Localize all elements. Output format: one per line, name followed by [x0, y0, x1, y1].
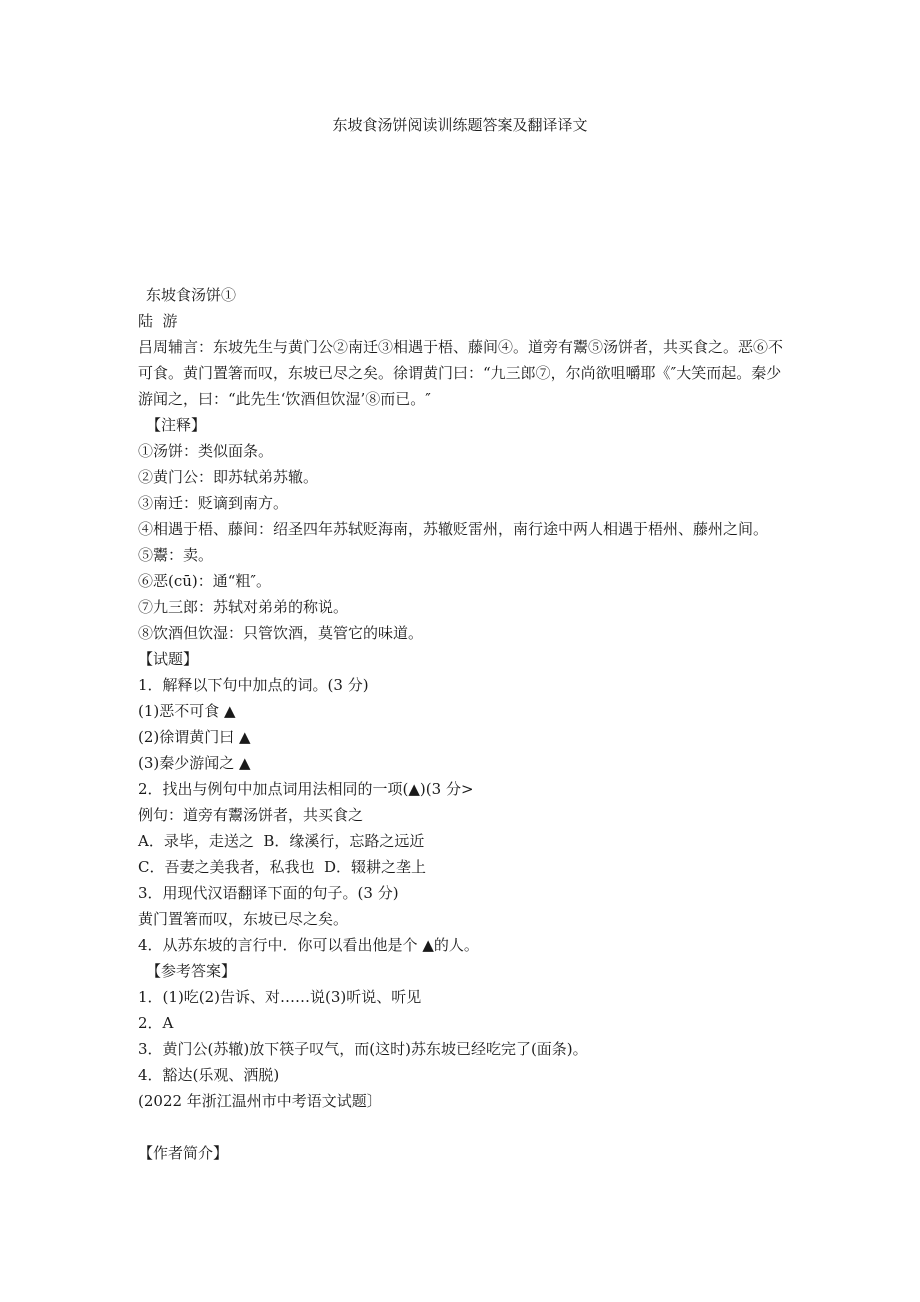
- question-item: (3)秦少游闻之 ▲: [138, 754, 251, 772]
- question-item: A．录毕，走送之 B．缘溪行，忘路之远近: [138, 832, 425, 850]
- note-item: ⑤鬻：卖。: [138, 546, 214, 564]
- passage-paragraph: 吕周辅言：东坡先生与黄门公②南迁③相遇于梧、藤间④。道旁有鬻⑤汤饼者，共买食之。恶⑥不可食。黄门置箸而叹，东坡已尽之矣。徐谓黄门曰：“九三郎⑦，尔尚欲咀嚼耶《″大笑而起。秦少游闻之，曰：“此先生‘饮酒但饮湿’⑧而已。″: [138, 338, 784, 408]
- document-title: 东坡食汤饼阅读训练题答案及翻译译文: [332, 116, 588, 134]
- question-item: 3．用现代汉语翻译下面的句子。(3 分): [138, 884, 399, 902]
- question-item: (2)徐谓黄门曰 ▲: [138, 728, 251, 746]
- question-item: 黄门置箸而叹，东坡已尽之矣。: [138, 910, 349, 928]
- author-name: 陆 游: [138, 312, 178, 330]
- question-item: 例句：道旁有鬻汤饼者，共买食之: [138, 806, 364, 824]
- note-item: ⑥恶(cū)：通“粗″。: [138, 572, 272, 590]
- answer-item: (2022 年浙江温州市中考语文试题〕: [138, 1092, 382, 1110]
- answer-item: 1．(1)吃(2)告诉、对……说(3)听说、听见: [138, 988, 422, 1006]
- notes-heading: 【注释】: [146, 416, 207, 434]
- questions-heading: 【试题】: [138, 650, 199, 668]
- answer-item: 3．黄门公(苏辙)放下筷子叹气，而(这时)苏东坡已经吃完了(面条)。: [138, 1040, 588, 1058]
- document-body: [138, 282, 784, 1166]
- section-gap: [138, 1114, 784, 1140]
- note-item: ①汤饼：类似面条。: [138, 442, 274, 460]
- note-item: ⑧饮酒但饮湿：只管饮酒，莫管它的味道。: [138, 624, 424, 642]
- text-title: 东坡食汤饼①: [146, 286, 237, 304]
- question-item: C．吾妻之美我者，私我也 D．辍耕之垄上: [138, 858, 427, 876]
- question-item: 2．找出与例句中加点词用法相同的一项(▲)(3 分>: [138, 780, 474, 798]
- author-intro-heading: 【作者简介】: [138, 1144, 229, 1162]
- note-item: ⑦九三郎：苏轼对弟弟的称说。: [138, 598, 349, 616]
- note-item: ④相遇于梧、藤间：绍圣四年苏轼贬海南，苏辙贬雷州，南行途中两人相遇于梧州、藤州之间。: [138, 520, 769, 538]
- answers-heading: 【参考答案】: [146, 962, 237, 980]
- question-item: (1)恶不可食 ▲: [138, 702, 236, 720]
- question-item: 1．解释以下句中加点的词。(3 分): [138, 676, 369, 694]
- note-item: ③南迁：贬谪到南方。: [138, 494, 289, 512]
- answer-item: 4．豁达(乐观、洒脱): [138, 1066, 280, 1084]
- question-item: 4．从苏东坡的言行中．你可以看出他是个 ▲的人。: [138, 936, 479, 954]
- note-item: ②黄门公：即苏轼弟苏辙。: [138, 468, 319, 486]
- answer-item: 2．A: [138, 1014, 174, 1032]
